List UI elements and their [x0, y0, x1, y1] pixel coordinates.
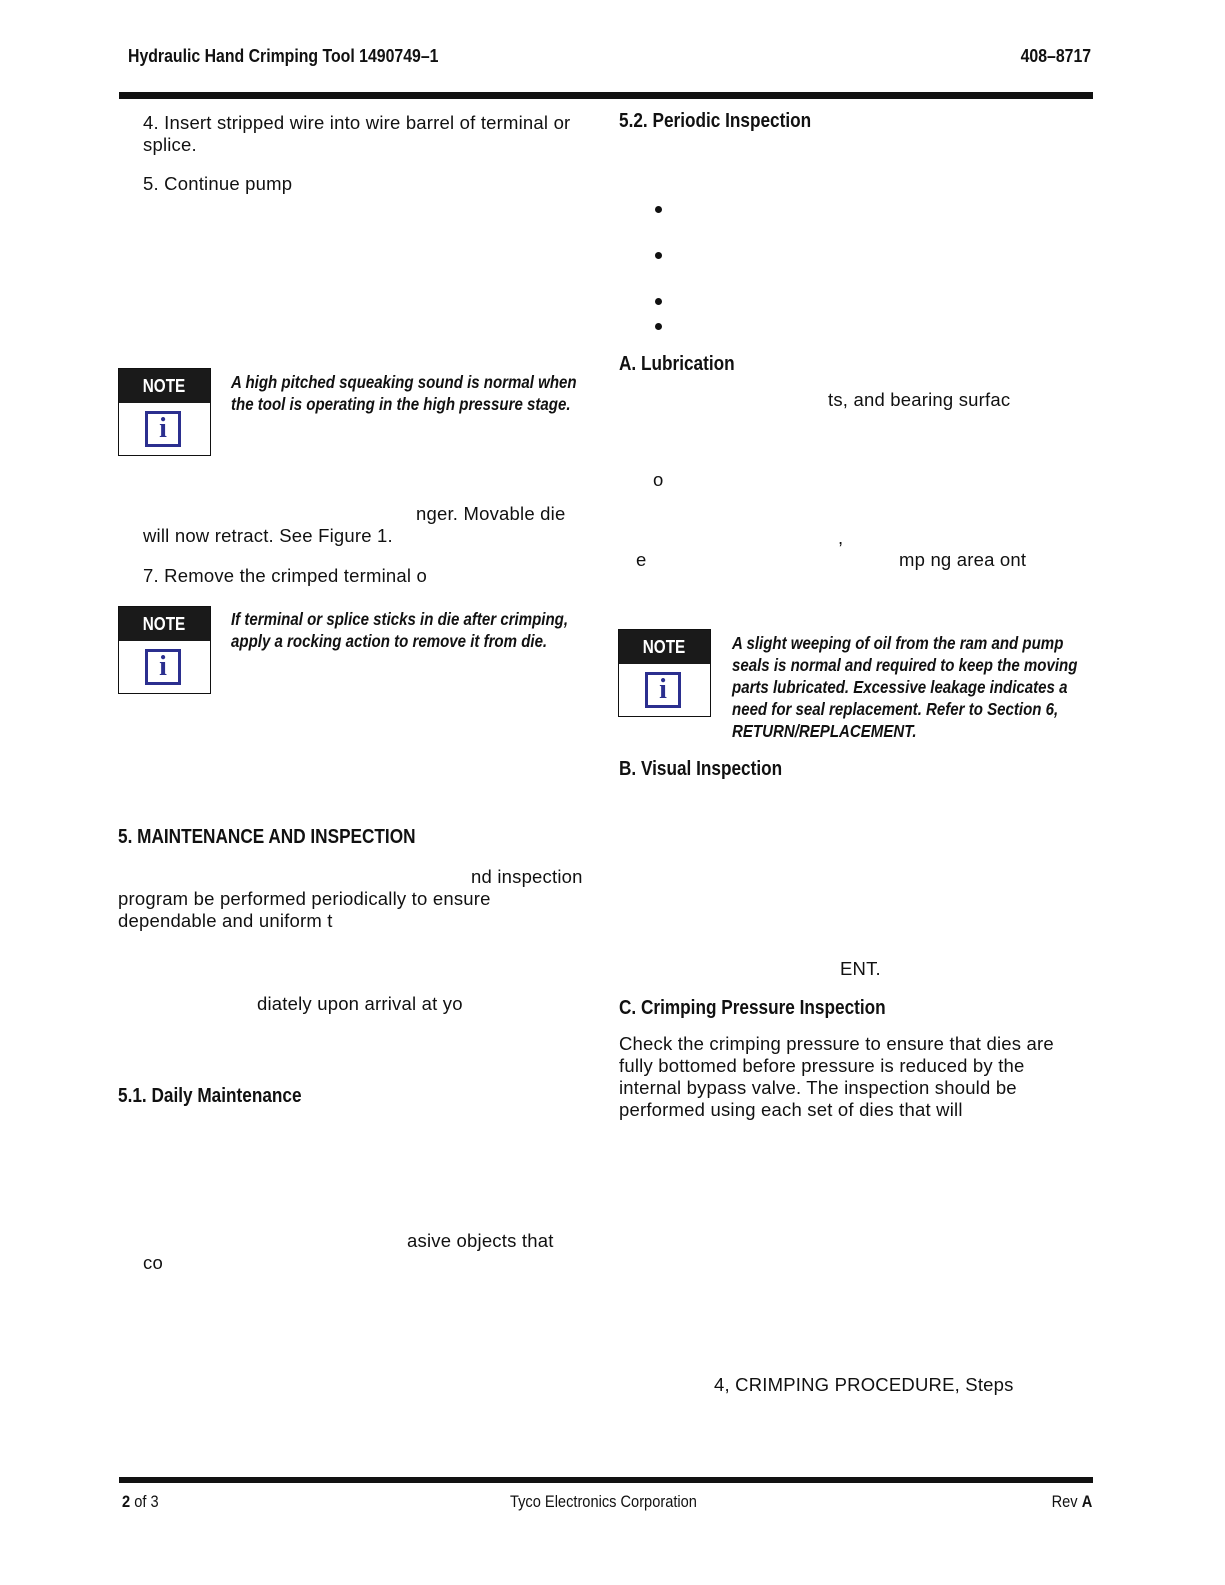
note-label: NOTE	[119, 369, 210, 403]
crimping-pressure-line-2: fully bottomed before pressure is reduced by the	[619, 1055, 1025, 1076]
section-5-fragment-1: nd inspection	[471, 866, 583, 887]
step-6-fragment: nger. Movable die	[416, 503, 566, 524]
bullet-marker	[655, 206, 662, 213]
info-icon: i	[145, 649, 181, 685]
note-2-line-2: apply a rocking action to remove it from die.	[231, 631, 548, 651]
note-callout-1	[118, 368, 211, 456]
step-5-text: 5. Continue pump	[143, 173, 293, 194]
note-callout-2	[118, 606, 211, 694]
section-5-line-2: program be performed periodically to ensure	[118, 888, 491, 909]
note-3-line-2: seals is normal and required to keep the moving	[732, 655, 1078, 675]
section-5-1-fragment-2: co	[143, 1252, 163, 1273]
footer-rule	[119, 1477, 1093, 1483]
section-5-1-heading: 5.1. Daily Maintenance	[118, 1085, 302, 1107]
document-title: Hydraulic Hand Crimping Tool 1490749–1	[128, 46, 439, 66]
section-5-2-heading: 5.2. Periodic Inspection	[619, 110, 812, 132]
section-5-fragment-4: diately upon arrival at yo	[257, 993, 463, 1014]
section-5-line-3: dependable and uniform t	[118, 910, 333, 931]
note-label: NOTE	[119, 607, 210, 641]
crimping-pressure-line-4: performed using each set of dies that will	[619, 1099, 963, 1120]
crimping-pressure-line-1: Check the crimping pressure to ensure that dies are	[619, 1033, 1054, 1054]
note-callout-3	[618, 629, 711, 717]
step-4-continuation: splice.	[143, 134, 197, 155]
bullet-marker	[655, 323, 662, 330]
step-4-text: 4. Insert stripped wire into wire barrel of terminal or	[143, 112, 571, 133]
lubrication-fragment-5: mp ng area ont	[899, 549, 1027, 570]
step-6-continuation: will now retract. See Figure 1.	[143, 525, 393, 546]
info-icon: i	[645, 672, 681, 708]
visual-inspection-fragment: ENT.	[840, 958, 881, 979]
section-5-1-fragment-1: asive objects that	[407, 1230, 554, 1251]
page-of: of 3	[130, 1492, 159, 1511]
note-1-line-2: the tool is operating in the high pressure stage.	[231, 394, 571, 414]
crimping-pressure-heading: C. Crimping Pressure Inspection	[619, 997, 886, 1019]
bullet-marker	[655, 252, 662, 259]
page-number	[122, 1492, 159, 1512]
note-2-line-1: If terminal or splice sticks in die after crimping,	[231, 609, 569, 629]
page-current: 2	[122, 1492, 131, 1511]
lubrication-fragment-1: ts, and bearing surfac	[828, 389, 1011, 410]
note-3-line-5: RETURN/REPLACEMENT.	[732, 721, 917, 741]
revision-value: A	[1081, 1492, 1092, 1511]
crimping-pressure-line-3: internal bypass valve. The inspection should be	[619, 1077, 1017, 1098]
lubrication-fragment-4: e	[636, 549, 647, 570]
lubrication-heading: A. Lubrication	[619, 353, 735, 375]
revision	[1051, 1492, 1092, 1512]
info-icon: i	[145, 411, 181, 447]
crimping-pressure-fragment: 4, CRIMPING PROCEDURE, Steps	[714, 1374, 1014, 1395]
note-3-line-4: need for seal replacement. Refer to Section 6,	[732, 699, 1059, 719]
document-number: 408–8717	[1020, 46, 1091, 66]
header-rule	[119, 92, 1093, 99]
revision-label: Rev	[1051, 1492, 1082, 1511]
step-7-text: 7. Remove the crimped terminal o	[143, 565, 428, 586]
section-5-heading: 5. MAINTENANCE AND INSPECTION	[118, 826, 416, 848]
company-name: Tyco Electronics Corporation	[510, 1492, 697, 1511]
note-1-line-1: A high pitched squeaking sound is normal when	[231, 372, 577, 392]
note-3-line-3: parts lubricated. Excessive leakage indicates a	[732, 677, 1068, 697]
lubrication-fragment-3: ,	[838, 527, 844, 548]
visual-inspection-heading: B. Visual Inspection	[619, 758, 783, 780]
note-label: NOTE	[619, 630, 710, 664]
bullet-marker	[655, 298, 662, 305]
note-3-line-1: A slight weeping of oil from the ram and pump	[732, 633, 1064, 653]
lubrication-fragment-2: o	[653, 469, 664, 490]
